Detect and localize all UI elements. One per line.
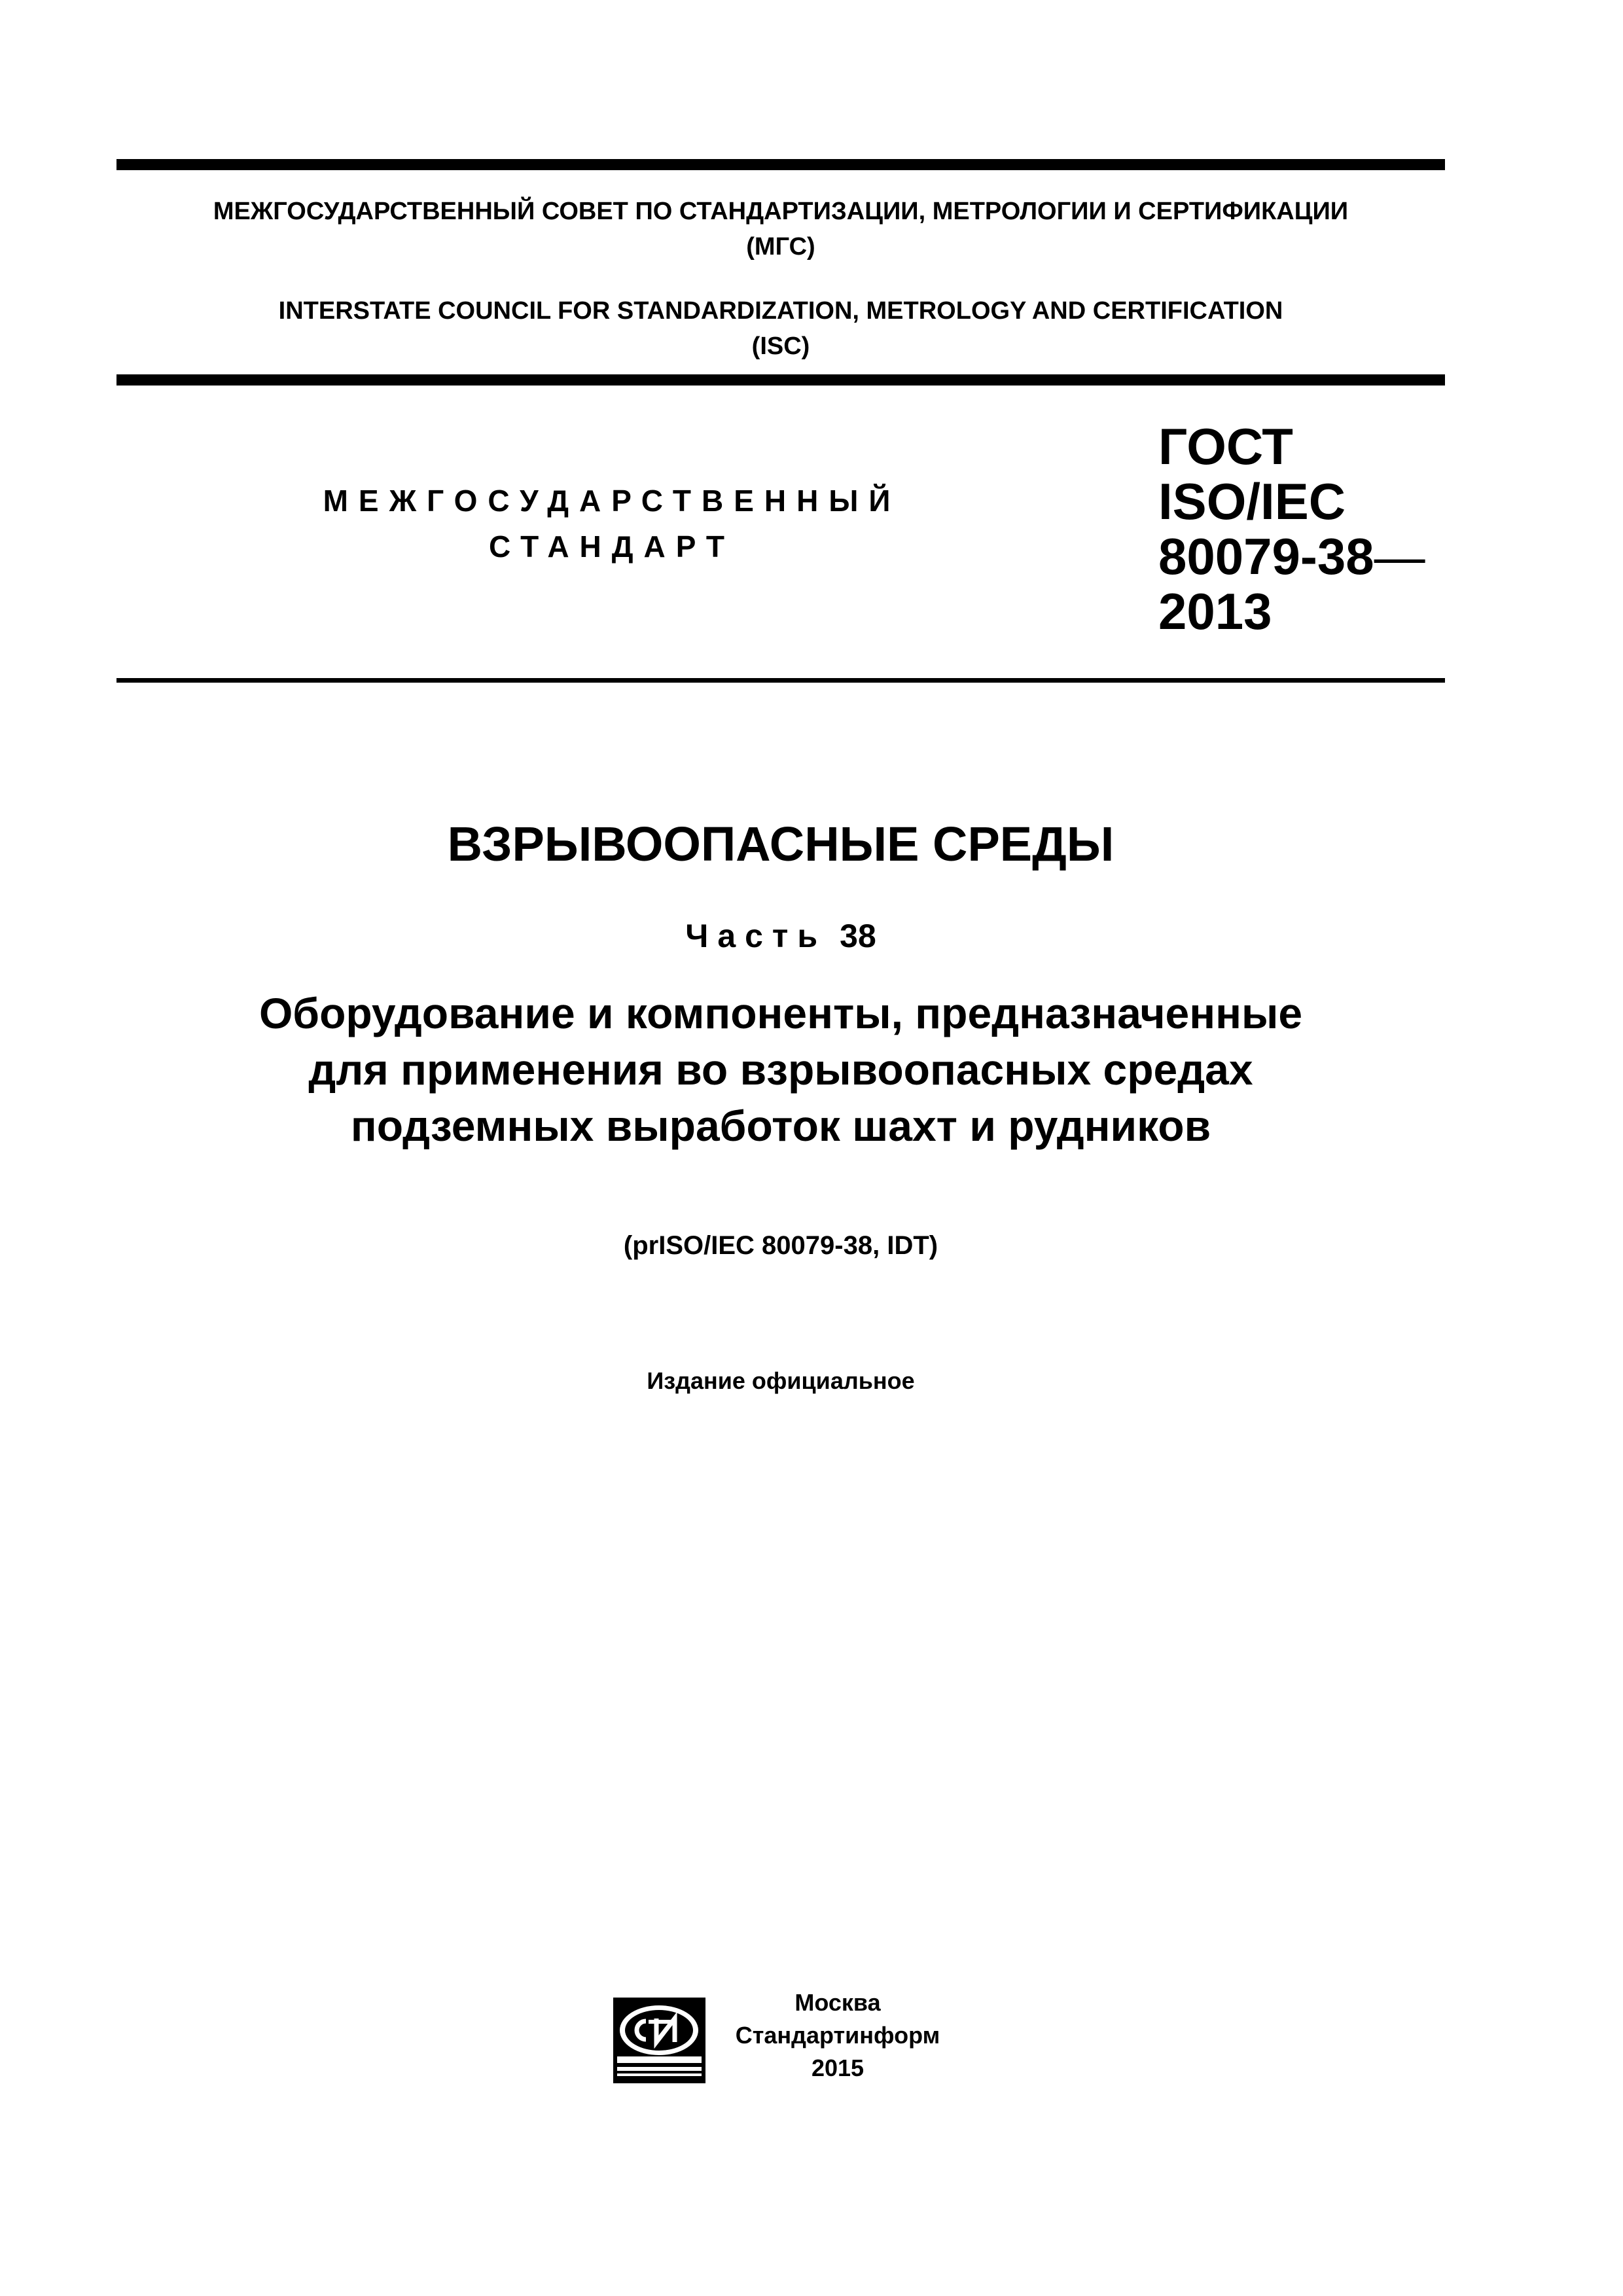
standard-number-line2: ISO/IEC <box>1158 473 1346 530</box>
council-name-ru <box>116 194 1445 264</box>
council-abbr-ru: (МГС) <box>746 233 815 260</box>
standard-kind-line2: СТАНДАРТ <box>489 529 735 564</box>
document-subtitle <box>116 985 1445 1154</box>
standard-number-line3 <box>1158 529 1425 584</box>
middle-rule <box>116 374 1445 386</box>
council-name-ru-line1: МЕЖГОСУДАРСТВЕННЫЙ СОВЕТ ПО СТАНДАРТИЗАЦИИ, МЕТРОЛОГИИ И СЕРТИФИКАЦИИ <box>213 198 1349 225</box>
subtitle-line2: для применения во взрывоопасных средах <box>308 1045 1253 1094</box>
lower-rule <box>116 678 1445 683</box>
standard-number-line1: ГОСТ <box>1158 418 1293 475</box>
top-rule <box>116 159 1445 170</box>
publisher-year: 2015 <box>811 2054 865 2081</box>
edition-note: Издание официальное <box>647 1367 915 1394</box>
publisher-block <box>726 1986 949 2085</box>
standard-number-year: 2013 <box>1158 583 1272 640</box>
council-name-en <box>116 293 1445 364</box>
part-word: Часть <box>685 918 827 954</box>
subtitle-line3: подземных выработок шахт и рудников <box>350 1102 1211 1150</box>
standard-kind-line1: МЕЖГОСУДАРСТВЕННЫЙ <box>323 484 901 518</box>
publisher-city: Москва <box>794 1989 881 2016</box>
document-title: ВЗРЫВООПАСНЫЕ СРЕДЫ <box>447 817 1115 871</box>
standard-number <box>1158 419 1425 639</box>
council-abbr-en: (ISC) <box>751 332 810 360</box>
part-label <box>116 913 1445 959</box>
equivalence-note: (prISO/IEC 80079-38, IDT) <box>623 1231 938 1260</box>
standard-number-part: 80079-38 <box>1158 528 1374 585</box>
standard-kind <box>262 478 962 569</box>
council-name-en-line1: INTERSTATE COUNCIL FOR STANDARDIZATION, METROLOGY AND CERTIFICATION <box>278 297 1283 325</box>
part-number: 38 <box>840 918 876 954</box>
standard-number-dash: — <box>1374 528 1425 585</box>
standartinform-logo-icon <box>612 1996 707 2085</box>
publisher-name: Стандартинформ <box>735 2022 940 2049</box>
subtitle-line1: Оборудование и компоненты, предназначенные <box>259 989 1303 1037</box>
